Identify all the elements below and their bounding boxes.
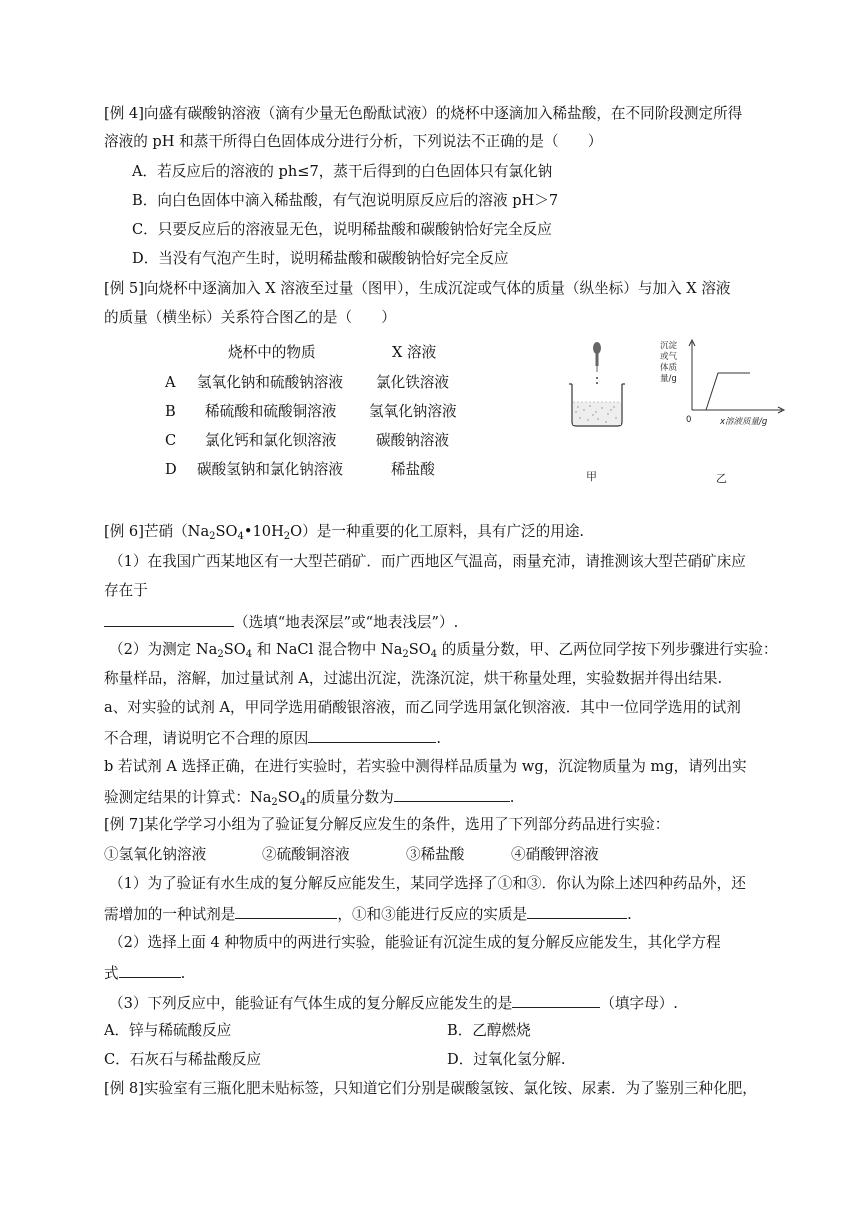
ex7-q2-line1: （2）选择上面 4 种物质中的两进行实验，能验证有沉淀生成的复分解反应能发生，其化学方程 (109, 934, 721, 951)
answer-blank (512, 992, 600, 1008)
ex6-heading: [例 6]芒硝$(Na_2SO_4•10H_2O)$是一种重要的化工原料，具有广泛的用途. (104, 523, 585, 542)
ex7-reagent-4: ④硝酸钾溶液 (511, 846, 599, 863)
ex7-reagent-3: ③稀盐酸 (406, 846, 465, 863)
ex7-q2-line2: 式 . (104, 962, 185, 984)
answer-blank (119, 962, 181, 978)
ex4-line2: 溶液的 pH 和蒸干所得白色固体成分进行分析，下列说法不正确的是（ ） (104, 133, 603, 150)
graph-xlabel: x溶液质量/g (720, 417, 768, 427)
ex6-q2a-line1: a、对实验的试剂 A，甲同学选用硝酸银溶液，而乙同学选用氯化钡溶液．其中一位同学选用的试剂 (104, 699, 741, 716)
ex7-q3-line1: （3）下列反应中，能验证有气体生成的复分解反应能发生的是 （填字母）. (109, 992, 678, 1014)
ex4-option-a: A．若反应后的溶液的 ph≤7，蒸干后得到的白色固体只有氯化钠 (132, 163, 553, 180)
ex6-q2-line2: 称量样品，溶解，加过量试剂 A，过滤出沉淀，洗涤沉淀，烘干称量处理，实验数据并得出结果. (104, 670, 723, 687)
table-row-x: 氢氧化钠溶液 (369, 403, 457, 420)
graph-figure (658, 336, 788, 428)
table-row-label: C (165, 432, 177, 449)
table-row-label: B (165, 403, 176, 420)
ex5-line2: 的质量（横坐标）关系符合图乙的是（ ） (104, 309, 396, 326)
ex6-q2a-line2: 不合理，请说明它不合理的原因 . (104, 727, 441, 749)
answer-blank (235, 903, 337, 919)
ex6-q2b-line2: 验测定结果的计算式：$Na_2SO_4$的质量分数为 . (104, 786, 514, 808)
ex7-option-c: C．石灰石与稀盐酸反应 (104, 1051, 262, 1068)
ex4-line1: [例 4]向盛有碳酸钠溶液（滴有少量无色酚酞试液）的烧杯中逐滴加入稀盐酸，在不同阶段测定所得 (104, 105, 743, 122)
beaker-dropper-figure (566, 340, 626, 428)
ex4-option-b: B．向白色固体中滴入稀盐酸，有气泡说明原反应后的溶液 pH＞7 (132, 192, 559, 209)
ex7-q1-line2: 需增加的一种试剂是 ，①和③能进行反应的实质是 . (104, 903, 632, 925)
graph-ylabel-2: 或气 (660, 352, 678, 362)
ex7-option-d: D．过氧化氢分解. (447, 1051, 566, 1068)
ex5-line1: [例 5]向烧杯中逐滴加入 X 溶液至过量（图甲），生成沉淀或气体的质量（纵坐标）与加入 X 溶液 (104, 280, 731, 297)
table-row-x: 碳酸钠溶液 (376, 432, 449, 449)
graph-ylabel-4: 量/g (660, 374, 677, 384)
ex6-q1-line2: 存在于 (104, 582, 148, 599)
ex8-line1: [例 8]实验室有三瓶化肥未贴标签，只知道它们分别是碳酸氢铵、氯化铵、尿素．为了鉴别三种化肥， (104, 1080, 757, 1097)
table-header-x: X 溶液 (392, 344, 437, 361)
table-row-beaker: 氯化钙和氯化钡溶液 (205, 432, 337, 449)
answer-blank (308, 727, 436, 743)
figure-yi-caption: 乙 (716, 472, 727, 485)
ex6-q1-line3: （选填“地表深层”或“地表浅层”）. (104, 611, 458, 633)
ex7-reagent-2: ②硫酸铜溶液 (262, 846, 350, 863)
table-row-beaker: 氢氧化钠和硫酸钠溶液 (197, 374, 343, 391)
table-row-x: 氯化铁溶液 (376, 374, 449, 391)
graph-ylabel-1: 沉淀 (660, 341, 678, 351)
ex4-option-d: D．当没有气泡产生时，说明稀盐酸和碳酸钠恰好完全反应 (132, 250, 509, 267)
ex7-option-a: A．锌与稀硫酸反应 (104, 1022, 232, 1039)
graph-ylabel-3: 体质 (660, 363, 678, 373)
table-row-x: 稀盐酸 (391, 461, 435, 478)
ex6-q1-line1: （1）在我国广西某地区有一大型芒硝矿．而广西地区气温高，雨量充沛，请推测该大型芒硝矿床应 (109, 553, 746, 570)
answer-blank (527, 903, 627, 919)
ex4-option-c: C．只要反应后的溶液显无色，说明稀盐酸和碳酸钠恰好完全反应 (132, 221, 552, 238)
table-header-beaker: 烧杯中的物质 (228, 344, 316, 361)
answer-blank (104, 611, 234, 627)
ex6-q2-line1: （2）为测定 $Na_2SO_4$ 和 NaCl 混合物中 $Na_2SO_4$ 的质量分数，甲、乙两位同学按下列步骤进行实验： (109, 641, 778, 660)
ex6-q2b-line1: b 若试剂 A 选择正确，在进行实验时，若实验中测得样品质量为 wg，沉淀物质量为 mg，请列出实 (104, 758, 747, 775)
figure-jia-caption: 甲 (586, 470, 597, 483)
table-row-label: A (165, 374, 176, 391)
ex7-line1: [例 7]某化学学习小组为了验证复分解反应发生的条件，选用了下列部分药品进行实验： (104, 816, 670, 833)
table-row-beaker: 碳酸氢钠和氯化钠溶液 (197, 461, 343, 478)
answer-blank (394, 786, 510, 802)
table-row-label: D (165, 461, 177, 478)
ex7-option-b: B．乙醇燃烧 (447, 1022, 531, 1039)
ex7-reagent-1: ①氢氧化钠溶液 (104, 846, 207, 863)
graph-origin: 0 (686, 415, 692, 425)
ex7-q1-line1: （1）为了验证有水生成的复分解反应能发生，某同学选择了①和③．你认为除上述四种药品外，还 (109, 875, 746, 892)
table-row-beaker: 稀硫酸和硫酸铜溶液 (205, 403, 337, 420)
